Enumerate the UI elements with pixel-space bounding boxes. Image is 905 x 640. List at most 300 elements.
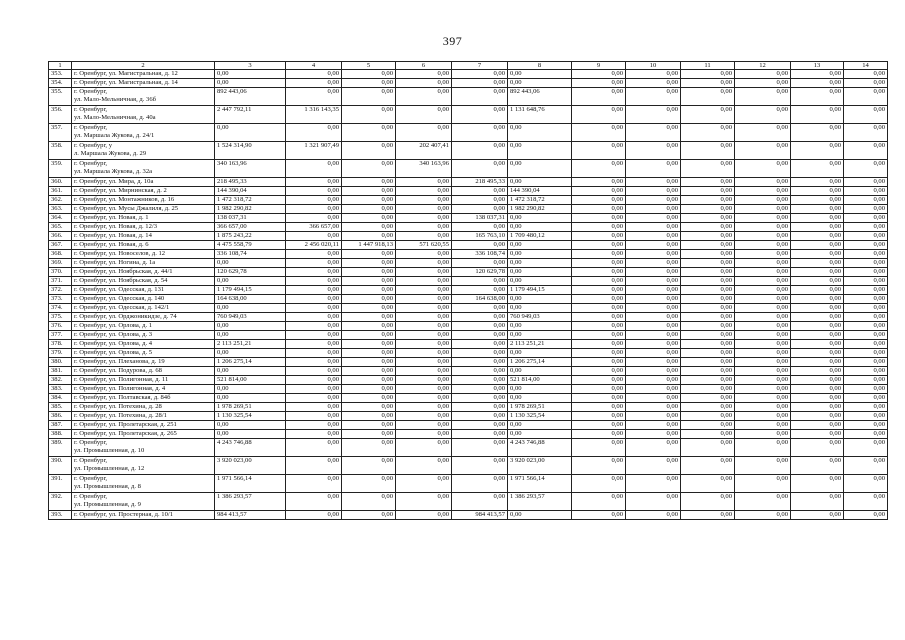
amount-cell: 0,00 [681, 142, 735, 160]
table-row [49, 187, 888, 196]
amount-cell: 0,00 [626, 205, 681, 214]
address-line: г. Оренбург, ул. Орлова, д. 4 [74, 340, 153, 347]
address-cell [72, 214, 215, 223]
amount-cell: 1 179 494,15 [508, 286, 572, 295]
amount-cell: 0,00 [735, 304, 791, 313]
row-number-cell: 363. [49, 205, 72, 214]
amount-cell: 0,00 [452, 88, 508, 106]
amount-cell: 0,00 [342, 88, 396, 106]
row-number-cell: 373. [49, 295, 72, 304]
amount-cell: 0,00 [844, 358, 888, 367]
amount-cell: 1 131 648,76 [508, 106, 572, 124]
row-number-cell: 358. [49, 142, 72, 160]
column-number-header: 3 [215, 62, 286, 70]
row-number-cell: 386. [49, 412, 72, 421]
amount-cell: 0,00 [452, 340, 508, 349]
row-number-cell: 389. [49, 439, 72, 457]
amount-cell: 336 108,74 [215, 250, 286, 259]
amount-cell: 0,00 [791, 457, 844, 475]
amount-cell: 0,00 [735, 142, 791, 160]
address-line: г. Оренбург, ул. Новая, д. 6 [74, 241, 149, 248]
amount-cell: 0,00 [452, 367, 508, 376]
amount-cell: 0,00 [215, 124, 286, 142]
amount-cell: 0,00 [791, 439, 844, 457]
address-line: г. Оренбург, [74, 475, 108, 482]
amount-cell: 0,00 [844, 493, 888, 511]
amount-cell: 0,00 [735, 196, 791, 205]
amount-cell: 0,00 [286, 421, 342, 430]
amount-cell: 0,00 [844, 367, 888, 376]
amount-cell: 0,00 [396, 187, 452, 196]
amount-cell: 0,00 [626, 403, 681, 412]
amount-cell: 1 179 494,15 [215, 286, 286, 295]
amount-cell: 0,00 [215, 259, 286, 268]
amount-cell: 0,00 [396, 331, 452, 340]
amount-cell: 0,00 [572, 187, 626, 196]
amount-cell: 0,00 [572, 340, 626, 349]
amount-cell: 0,00 [572, 304, 626, 313]
amount-cell: 0,00 [626, 142, 681, 160]
amount-cell: 0,00 [626, 349, 681, 358]
amount-cell: 0,00 [452, 493, 508, 511]
amount-cell: 0,00 [342, 70, 396, 79]
address-cell [72, 439, 215, 457]
amount-cell: 0,00 [508, 79, 572, 88]
amount-cell: 120 629,78 [215, 268, 286, 277]
amount-cell: 0,00 [286, 493, 342, 511]
amount-cell: 0,00 [396, 322, 452, 331]
amount-cell: 0,00 [396, 196, 452, 205]
amount-cell: 0,00 [342, 430, 396, 439]
amount-cell: 0,00 [342, 376, 396, 385]
amount-cell: 0,00 [572, 367, 626, 376]
amount-cell: 0,00 [572, 457, 626, 475]
table-row [49, 178, 888, 187]
amount-cell: 0,00 [735, 493, 791, 511]
amount-cell: 3 920 023,00 [508, 457, 572, 475]
address-line: г. Оренбург, ул. Полигонная, д. 4 [74, 385, 166, 392]
amount-cell: 0,00 [791, 340, 844, 349]
amount-cell: 138 037,31 [452, 214, 508, 223]
column-number-header: 7 [452, 62, 508, 70]
amount-cell: 0,00 [342, 439, 396, 457]
amount-cell: 0,00 [396, 286, 452, 295]
budget-table [48, 61, 888, 520]
amount-cell: 0,00 [286, 196, 342, 205]
address-line: ул. Мало-Мельничная, д. 36б [74, 96, 156, 103]
amount-cell: 0,00 [626, 358, 681, 367]
address-cell [72, 430, 215, 439]
address-line: г. Оренбург, [74, 88, 108, 95]
amount-cell: 0,00 [286, 394, 342, 403]
address-line: г. Оренбург, ул. Ноябрьская, д. 44/1 [74, 268, 173, 275]
amount-cell: 0,00 [791, 349, 844, 358]
amount-cell: 0,00 [572, 349, 626, 358]
amount-cell: 0,00 [681, 493, 735, 511]
address-cell [72, 511, 215, 520]
address-cell [72, 178, 215, 187]
row-number-cell: 356. [49, 106, 72, 124]
amount-cell: 1 472 318,72 [508, 196, 572, 205]
amount-cell: 0,00 [286, 367, 342, 376]
amount-cell: 0,00 [791, 394, 844, 403]
amount-cell: 0,00 [508, 349, 572, 358]
address-cell [72, 187, 215, 196]
amount-cell: 0,00 [286, 457, 342, 475]
table-row [49, 367, 888, 376]
amount-cell: 0,00 [508, 295, 572, 304]
amount-cell: 1 316 143,35 [286, 106, 342, 124]
amount-cell: 0,00 [396, 475, 452, 493]
amount-cell: 0,00 [286, 205, 342, 214]
table-row [49, 232, 888, 241]
amount-cell: 0,00 [396, 493, 452, 511]
amount-cell: 0,00 [681, 187, 735, 196]
amount-cell: 0,00 [844, 421, 888, 430]
address-cell [72, 268, 215, 277]
amount-cell: 1 524 314,90 [215, 142, 286, 160]
amount-cell: 0,00 [286, 79, 342, 88]
amount-cell: 0,00 [286, 430, 342, 439]
amount-cell: 0,00 [735, 70, 791, 79]
amount-cell: 0,00 [844, 142, 888, 160]
amount-cell: 0,00 [452, 142, 508, 160]
amount-cell: 0,00 [452, 205, 508, 214]
amount-cell: 0,00 [626, 223, 681, 232]
amount-cell: 0,00 [396, 385, 452, 394]
table-row [49, 241, 888, 250]
amount-cell: 0,00 [286, 412, 342, 421]
amount-cell: 0,00 [681, 430, 735, 439]
amount-cell: 0,00 [572, 394, 626, 403]
column-number-header: 6 [396, 62, 452, 70]
address-cell [72, 70, 215, 79]
amount-cell: 0,00 [791, 232, 844, 241]
amount-cell: 0,00 [572, 196, 626, 205]
amount-cell: 0,00 [844, 187, 888, 196]
amount-cell: 120 629,78 [452, 268, 508, 277]
amount-cell: 0,00 [572, 331, 626, 340]
amount-cell: 0,00 [396, 358, 452, 367]
amount-cell: 0,00 [681, 403, 735, 412]
amount-cell: 0,00 [791, 223, 844, 232]
amount-cell: 0,00 [844, 160, 888, 178]
address-cell [72, 313, 215, 322]
amount-cell: 0,00 [844, 286, 888, 295]
amount-cell: 0,00 [452, 403, 508, 412]
amount-cell: 0,00 [342, 142, 396, 160]
column-number-header: 8 [508, 62, 572, 70]
table-body [49, 70, 888, 520]
amount-cell: 0,00 [286, 403, 342, 412]
amount-cell: 0,00 [452, 349, 508, 358]
amount-cell: 0,00 [286, 313, 342, 322]
amount-cell: 984 413,57 [452, 511, 508, 520]
amount-cell: 0,00 [396, 259, 452, 268]
address-line: г. Оренбург, ул. Потехина, д. 28/1 [74, 412, 167, 419]
amount-cell: 0,00 [572, 385, 626, 394]
amount-cell: 0,00 [572, 277, 626, 286]
amount-cell: 0,00 [735, 250, 791, 259]
table-row [49, 457, 888, 475]
address-line: г. Оренбург, ул. Новая, д. 14 [74, 232, 152, 239]
amount-cell: 0,00 [681, 511, 735, 520]
amount-cell: 0,00 [735, 412, 791, 421]
row-number-cell: 390. [49, 457, 72, 475]
amount-cell: 0,00 [626, 187, 681, 196]
address-cell [72, 367, 215, 376]
amount-cell: 0,00 [681, 358, 735, 367]
amount-cell: 0,00 [844, 106, 888, 124]
address-line: г. Оренбург, ул. Плеханова, д. 19 [74, 358, 165, 365]
amount-cell: 0,00 [735, 106, 791, 124]
row-number-cell: 370. [49, 268, 72, 277]
address-line: г. Оренбург, ул. Орлова, д. 5 [74, 349, 153, 356]
amount-cell: 0,00 [452, 394, 508, 403]
amount-cell: 0,00 [626, 268, 681, 277]
amount-cell: 0,00 [844, 313, 888, 322]
address-line: г. Оренбург, [74, 457, 108, 464]
amount-cell: 0,00 [572, 70, 626, 79]
amount-cell: 0,00 [626, 79, 681, 88]
amount-cell: 0,00 [508, 304, 572, 313]
amount-cell: 0,00 [396, 124, 452, 142]
amount-cell: 0,00 [681, 340, 735, 349]
amount-cell: 0,00 [626, 160, 681, 178]
amount-cell: 0,00 [791, 106, 844, 124]
amount-cell: 0,00 [508, 385, 572, 394]
address-cell [72, 160, 215, 178]
address-cell [72, 493, 215, 511]
address-line: г. Оренбург, ул. Мира, д. 10а [74, 178, 154, 185]
amount-cell: 0,00 [452, 187, 508, 196]
amount-cell: 0,00 [626, 367, 681, 376]
amount-cell: 0,00 [844, 178, 888, 187]
amount-cell: 571 620,55 [396, 241, 452, 250]
amount-cell: 0,00 [452, 376, 508, 385]
amount-cell: 0,00 [681, 223, 735, 232]
amount-cell: 0,00 [844, 376, 888, 385]
amount-cell: 0,00 [735, 313, 791, 322]
amount-cell: 0,00 [342, 349, 396, 358]
amount-cell: 0,00 [508, 160, 572, 178]
amount-cell: 0,00 [681, 178, 735, 187]
amount-cell: 0,00 [572, 124, 626, 142]
amount-cell: 0,00 [735, 430, 791, 439]
column-number-header: 5 [342, 62, 396, 70]
amount-cell: 0,00 [342, 106, 396, 124]
amount-cell: 0,00 [791, 376, 844, 385]
amount-cell: 0,00 [735, 367, 791, 376]
amount-cell: 0,00 [791, 430, 844, 439]
amount-cell: 0,00 [735, 322, 791, 331]
amount-cell: 0,00 [508, 241, 572, 250]
amount-cell: 0,00 [342, 358, 396, 367]
address-line: г. Оренбург, ул. Одесская, д. 142/1 [74, 304, 170, 311]
amount-cell: 0,00 [396, 214, 452, 223]
address-line: г. Оренбург, ул. Мирнинская, д. 2 [74, 187, 167, 194]
amount-cell: 0,00 [508, 421, 572, 430]
column-number-header: 12 [735, 62, 791, 70]
amount-cell: 0,00 [396, 313, 452, 322]
table-row [49, 196, 888, 205]
amount-cell: 0,00 [844, 196, 888, 205]
amount-cell: 0,00 [844, 223, 888, 232]
amount-cell: 340 163,96 [396, 160, 452, 178]
address-line: г. Оренбург, ул. Магистральная, д. 12 [74, 70, 178, 77]
amount-cell: 0,00 [215, 304, 286, 313]
amount-cell: 0,00 [508, 268, 572, 277]
amount-cell: 0,00 [342, 214, 396, 223]
amount-cell: 4 243 746,88 [215, 439, 286, 457]
amount-cell: 0,00 [572, 79, 626, 88]
amount-cell: 0,00 [844, 268, 888, 277]
amount-cell: 0,00 [572, 322, 626, 331]
row-number-cell: 372. [49, 286, 72, 295]
amount-cell: 0,00 [844, 412, 888, 421]
amount-cell: 0,00 [626, 286, 681, 295]
amount-cell: 0,00 [508, 331, 572, 340]
amount-cell: 0,00 [735, 439, 791, 457]
amount-cell: 0,00 [342, 268, 396, 277]
amount-cell: 0,00 [681, 304, 735, 313]
amount-cell: 0,00 [735, 160, 791, 178]
amount-cell: 0,00 [452, 412, 508, 421]
address-cell [72, 421, 215, 430]
amount-cell: 0,00 [396, 430, 452, 439]
amount-cell: 0,00 [735, 187, 791, 196]
amount-cell: 0,00 [452, 106, 508, 124]
address-line: ул. Промышленная, д. 8 [74, 483, 141, 490]
column-number-header: 2 [72, 62, 215, 70]
amount-cell: 0,00 [572, 232, 626, 241]
amount-cell: 0,00 [508, 394, 572, 403]
amount-cell: 2 447 792,11 [215, 106, 286, 124]
amount-cell: 0,00 [844, 349, 888, 358]
amount-cell: 0,00 [681, 268, 735, 277]
address-line: г. Оренбург, ул. Орджоникидзе, д. 74 [74, 313, 177, 320]
amount-cell: 1 472 318,72 [215, 196, 286, 205]
amount-cell: 144 390,04 [215, 187, 286, 196]
amount-cell: 0,00 [572, 178, 626, 187]
amount-cell: 0,00 [791, 286, 844, 295]
amount-cell: 0,00 [396, 421, 452, 430]
amount-cell: 0,00 [342, 322, 396, 331]
amount-cell: 0,00 [452, 196, 508, 205]
amount-cell: 0,00 [791, 475, 844, 493]
row-number-cell: 367. [49, 241, 72, 250]
address-line: ул. Маршала Жукова, д. 32а [74, 168, 153, 175]
address-cell [72, 241, 215, 250]
amount-cell: 0,00 [342, 511, 396, 520]
table-row [49, 142, 888, 160]
amount-cell: 0,00 [508, 322, 572, 331]
amount-cell: 0,00 [572, 205, 626, 214]
amount-cell: 0,00 [572, 421, 626, 430]
amount-cell: 0,00 [681, 439, 735, 457]
table-row [49, 349, 888, 358]
amount-cell: 366 657,00 [215, 223, 286, 232]
amount-cell: 0,00 [342, 385, 396, 394]
amount-cell: 0,00 [286, 385, 342, 394]
amount-cell: 0,00 [735, 268, 791, 277]
amount-cell: 0,00 [396, 88, 452, 106]
amount-cell: 0,00 [508, 259, 572, 268]
amount-cell: 0,00 [572, 475, 626, 493]
address-cell [72, 394, 215, 403]
amount-cell: 0,00 [286, 376, 342, 385]
address-line: г. Оренбург, ул. Полигонная, д. 11 [74, 376, 169, 383]
address-cell [72, 79, 215, 88]
amount-cell: 0,00 [342, 250, 396, 259]
amount-cell: 0,00 [286, 268, 342, 277]
amount-cell: 0,00 [452, 358, 508, 367]
amount-cell: 0,00 [396, 106, 452, 124]
amount-cell: 0,00 [396, 340, 452, 349]
table-row [49, 205, 888, 214]
amount-cell: 1 709 480,12 [508, 232, 572, 241]
address-line: г. Оренбург, ул. Магистральная, д. 14 [74, 79, 178, 86]
amount-cell: 0,00 [452, 160, 508, 178]
amount-cell: 0,00 [215, 385, 286, 394]
amount-cell: 0,00 [342, 421, 396, 430]
amount-cell: 0,00 [508, 124, 572, 142]
address-line: г. Оренбург, ул. Новая, д. 12/3 [74, 223, 158, 230]
address-line: г. Оренбург, [74, 493, 108, 500]
amount-cell: 0,00 [626, 322, 681, 331]
address-line: г. Оренбург, ул. Пролетарская, д. 265 [74, 430, 177, 437]
amount-cell: 0,00 [286, 475, 342, 493]
amount-cell: 0,00 [791, 250, 844, 259]
amount-cell: 0,00 [452, 124, 508, 142]
amount-cell: 0,00 [735, 421, 791, 430]
address-cell [72, 304, 215, 313]
row-number-cell: 388. [49, 430, 72, 439]
amount-cell: 0,00 [681, 259, 735, 268]
amount-cell: 0,00 [681, 232, 735, 241]
column-number-header: 13 [791, 62, 844, 70]
amount-cell: 0,00 [735, 223, 791, 232]
amount-cell: 521 814,00 [508, 376, 572, 385]
row-number-cell: 371. [49, 277, 72, 286]
amount-cell: 0,00 [791, 331, 844, 340]
amount-cell: 0,00 [681, 475, 735, 493]
amount-cell: 1 321 907,49 [286, 142, 342, 160]
amount-cell: 0,00 [215, 367, 286, 376]
amount-cell: 0,00 [791, 259, 844, 268]
amount-cell: 0,00 [452, 70, 508, 79]
amount-cell: 0,00 [681, 367, 735, 376]
amount-cell: 0,00 [844, 79, 888, 88]
amount-cell: 0,00 [844, 439, 888, 457]
amount-cell: 0,00 [735, 124, 791, 142]
amount-cell: 0,00 [626, 295, 681, 304]
amount-cell: 0,00 [681, 106, 735, 124]
amount-cell: 0,00 [286, 88, 342, 106]
amount-cell: 0,00 [626, 277, 681, 286]
address-line: ул. Маршала Жукова, д. 24/1 [74, 132, 155, 139]
amount-cell: 1 206 275,14 [215, 358, 286, 367]
row-number-cell: 384. [49, 394, 72, 403]
amount-cell: 0,00 [791, 70, 844, 79]
table-row [49, 412, 888, 421]
amount-cell: 0,00 [572, 286, 626, 295]
amount-cell: 0,00 [681, 331, 735, 340]
amount-cell: 0,00 [396, 304, 452, 313]
address-line: л. Маршала Жукова, д. 29 [74, 150, 147, 157]
amount-cell: 0,00 [735, 349, 791, 358]
amount-cell: 1 978 269,51 [508, 403, 572, 412]
